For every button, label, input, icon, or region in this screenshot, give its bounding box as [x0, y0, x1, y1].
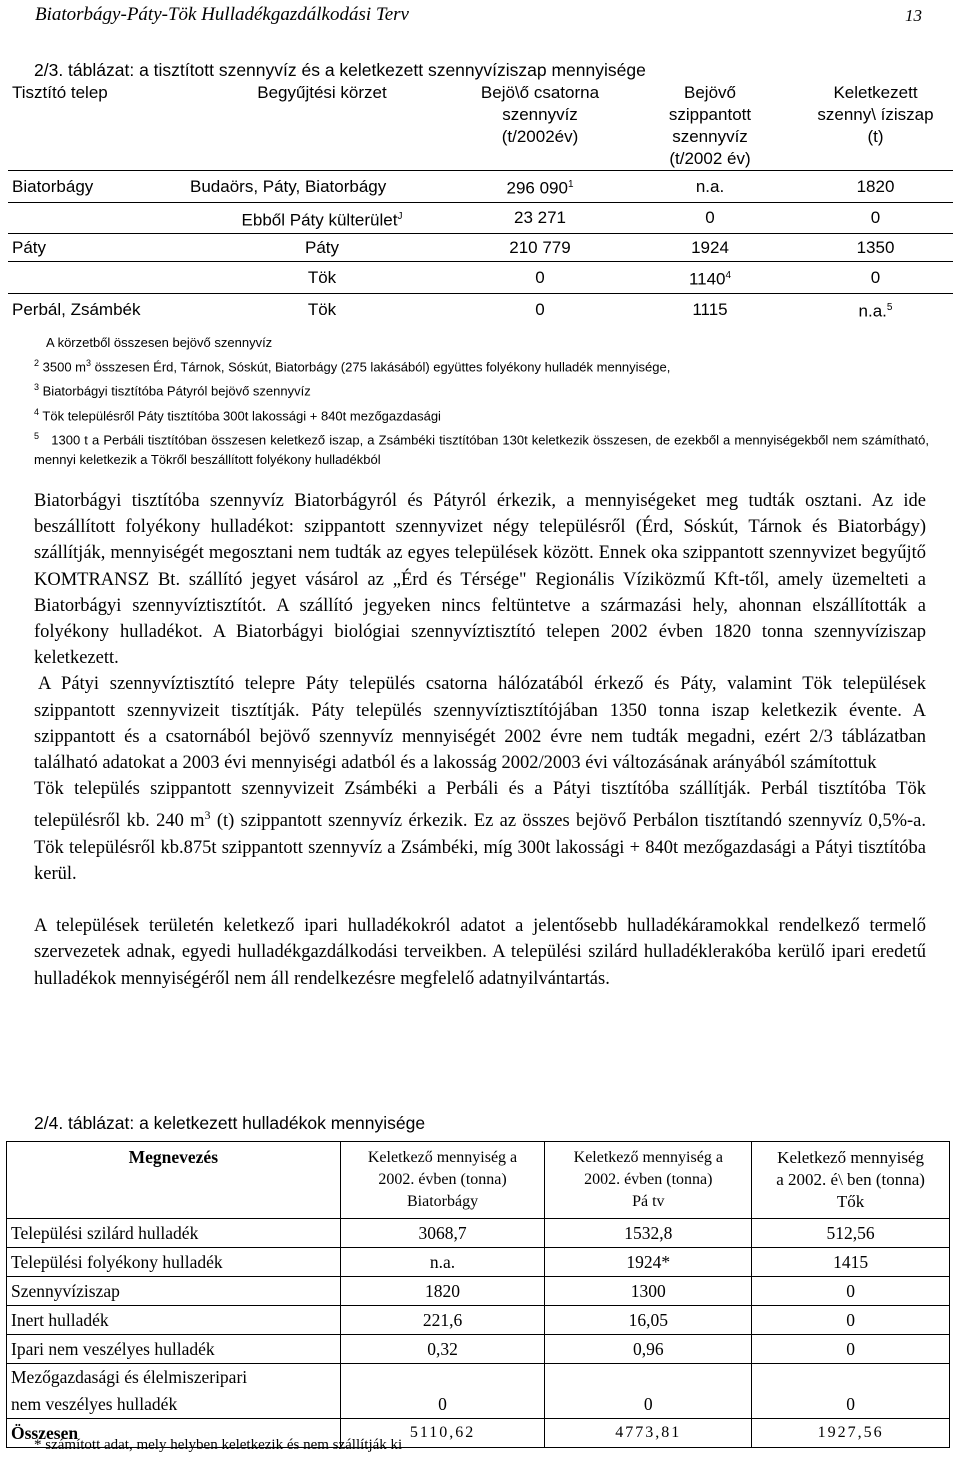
cell-plant	[8, 262, 186, 294]
cell-biatorbagy: n.a.	[340, 1248, 545, 1277]
waste-quantity-table	[6, 1141, 950, 1448]
cell-name: Ipari nem veszélyes hulladék	[7, 1335, 341, 1364]
cell-sewer: 23 271	[458, 202, 622, 234]
table-row	[8, 262, 953, 294]
cell-tok: 512,56	[752, 1219, 950, 1248]
table-row	[7, 1248, 950, 1277]
cell-biatorbagy: 0	[340, 1364, 545, 1419]
cell-sludge: n.a.$^5$	[798, 293, 953, 324]
cell-name: Települési folyékony hulladék	[7, 1248, 341, 1277]
page-number: 13	[905, 6, 922, 25]
cell-sludge: 0	[798, 262, 953, 294]
cell-tok: 0	[752, 1306, 950, 1335]
cell-biatorbagy: 1820	[340, 1277, 545, 1306]
cell-name: Mezőgazdasági és élelmiszeripari nem veszélyes hulladék	[7, 1364, 341, 1419]
footnote-3: $^3$ Biatorbágyi tisztítóba Pátyról bejövő szennyvíz	[34, 382, 311, 399]
cell-paty: 1300	[545, 1277, 752, 1306]
footnote-4: $^4$ Tök településről Páty tisztítóba 300t lakossági + 840t mezőgazdasági	[34, 406, 441, 423]
cell-total-tok: 1927,56	[752, 1419, 950, 1448]
cell-biatorbagy: 221,6	[340, 1306, 545, 1335]
body-text	[34, 488, 926, 992]
paragraph-paty: A Pátyi szennyvíztisztító telepre Páty település csatorna hálózatából érkező és Páty, valamint Tök települések szippantott szennyvizeit tisztítják. Páty település szennyvíztisztítójában 1350 tonna iszap keletkezik évente. A szippantott és a csatornából bejövő szennyvíz mennyiségét 2002 évre nem tudták megadni, ezért 2/3 táblázatban található adatokat a 2003 évi mennyiségi adatból és a lakosság 2002/2003 évi változásának arányából számítottuk	[34, 674, 926, 774]
cell-name: Települési szilárd hulladék	[7, 1219, 341, 1248]
col-header-plant: Tisztító telep	[12, 83, 108, 102]
table2-caption: 2/4. táblázat: a keletkezett hulladékok mennyisége	[34, 1113, 426, 1133]
cell-total-paty: 4773,81	[545, 1419, 752, 1448]
cell-paty: 1924*	[545, 1248, 752, 1277]
cell-sewer: 0	[458, 262, 622, 294]
cell-pumped: 1115	[622, 293, 798, 324]
cell-plant: Biatorbágy	[8, 171, 186, 203]
paragraph-biatorbagy: Biatorbágyi tisztítóba szennyvíz Biatorbágyról és Pátyról érkezik, a mennyiségeket meg tudták osztani. Az ide beszállított folyékony hulladékot: szippantott szennyvizet négy településről (Érd, Sóskút, Tárnok és Biatorbágy) szállítják, mennyiségét megosztani nem tudták az egyes települések között. Ennek oka szippantott szennyvizet begyűjtő KOMTRANSZ Bt. szállító jegyet vásárol az „Érd és Térsége" Regionális Víziközmű Kft-től, amely üzemelteti a Biatorbágyi szennyvíztisztítót. A szállító jegyeken nincs feltüntetve a származási hely, ahonnan elszállították a folyékony hulladékot. A Biatorbágyi biológiai szennyvíztisztító telepen 2002 évben 1820 tonna szennyvíziszap keletkezett.	[34, 491, 926, 669]
table1-footnotes	[34, 333, 929, 470]
paragraph-industrial: A települések területén keletkező ipari hulladékokról adatot a jelentősebb hulladékáramokkal rendelkező termelő szervezetek adnak, egyedi hulladékgazdálkodási terveikben. A települési szilárd hulladéklerakóba kerülő ipari eredetű hulladékok mennyiségéről nem áll rendelkezésre megfelelő adatnyilvántartás.	[34, 916, 926, 989]
cell-total-biatorbagy: 5110,62	[340, 1419, 545, 1448]
page-header-title: Biatorbágy-Páty-Tök Hulladékgazdálkodási Terv	[35, 4, 409, 25]
footnote-1: A körzetből összesen bejövő szennyvíz	[46, 335, 273, 350]
cell-plant: Páty	[8, 234, 186, 262]
table2-footnote: * számított adat, mely helyben keletkezik és nem szállítják ki	[34, 1437, 403, 1453]
footnote-2: $^2$ 3500 $m^3$ összesen Érd, Tárnok, Sóskút, Biatorbágy (275 lakásából) együttes folyékony hulladék mennyisége,	[34, 358, 671, 375]
cell-district: Páty	[186, 234, 458, 262]
cell-tok: 0	[752, 1364, 950, 1419]
cell-district: Tök	[186, 293, 458, 324]
cell-tok: 0	[752, 1335, 950, 1364]
col-header-name: Megnevezés	[7, 1142, 341, 1219]
table-row	[7, 1306, 950, 1335]
cell-sewer: 210 779	[458, 234, 622, 262]
cell-name: Inert hulladék	[7, 1306, 341, 1335]
col-header-paty: Keletkező mennyiség a 2002. évben (tonna) Pá tv	[545, 1142, 752, 1219]
col-header-pumped-inflow: Bejövő szippantott szennyvíz (t/2002 év)	[668, 83, 752, 168]
col-header-sewer-inflow: Bejö\ő csatorna szennyvíz (t/2002év)	[480, 83, 600, 146]
cell-sewer: 296 $090^1$	[458, 171, 622, 203]
table-row	[7, 1277, 950, 1306]
cell-paty: 1532,8	[545, 1219, 752, 1248]
cell-paty: 16,05	[545, 1306, 752, 1335]
cell-paty: 0	[545, 1364, 752, 1419]
cell-biatorbagy: 0,32	[340, 1335, 545, 1364]
cell-district: Tök	[186, 262, 458, 294]
cell-pumped: 1140$^4$	[622, 262, 798, 294]
cell-plant: Perbál, Zsámbék	[8, 293, 186, 324]
cell-pumped: 1924	[622, 234, 798, 262]
cell-tok: 0	[752, 1277, 950, 1306]
cell-total-label: Összesen	[7, 1419, 341, 1448]
wastewater-table	[8, 82, 953, 325]
cell-paty: 0,96	[545, 1335, 752, 1364]
col-header-biatorbagy: Keletkező mennyiség a 2002. évben (tonna) Biatorbágy	[340, 1142, 545, 1219]
table-row	[7, 1364, 950, 1419]
cell-sludge: 1820	[798, 171, 953, 203]
cell-pumped: 0	[622, 202, 798, 234]
col-header-tok: Keletkező mennyiség a 2002. é\ ben (tonna) Tők	[752, 1142, 950, 1219]
paragraph-tok: Tök település szippantott szennyvizeit Zsámbéki a Perbáli és a Pátyi tisztítóba szállítják. Perbál tisztítóba Tök településről kb. 240 $m^3$ (t) szippantott szennyvíz érkezik. Ez az összes bejövő Perbálon tisztítandó szennyvíz 0,5%-a. Tök településről kb.875t szippantott szennyvíz a Zsámbéki, míg 300t lakossági + 840t mezőgazdasági a Pátyi tisztítóba kerül.	[34, 779, 926, 884]
table-row	[8, 234, 953, 262]
table-row	[8, 202, 953, 234]
cell-sludge: 0	[798, 202, 953, 234]
footnote-5: $^5$ 1300 t a Perbáli tisztítóban összesen keletkező iszap, a Zsámbéki tisztítóban 130t keletkezik összesen, de ezekből a mennyiségekből nem számítható, mennyi keletkezik a Tökről beszállított folyékony hulladékból	[34, 430, 929, 468]
col-header-sludge: Keletkezett szenny\ íziszap (t)	[817, 83, 934, 146]
table-row	[7, 1335, 950, 1364]
cell-pumped: n.a.	[622, 171, 798, 203]
cell-tok: 1415	[752, 1248, 950, 1277]
table-row	[8, 171, 953, 203]
table2-header-row	[7, 1142, 950, 1219]
cell-sewer: 0	[458, 293, 622, 324]
table-row	[7, 1219, 950, 1248]
cell-biatorbagy: 3068,7	[340, 1219, 545, 1248]
col-header-district: Begyűjtési körzet	[257, 83, 387, 102]
cell-name: Szennyvíziszap	[7, 1277, 341, 1306]
cell-sludge: 1350	[798, 234, 953, 262]
cell-district: Ebből Páty külterület$^J$	[186, 202, 458, 234]
table1-header-row	[8, 82, 953, 171]
cell-plant	[8, 202, 186, 234]
table-row	[8, 293, 953, 324]
cell-district: Budaörs, Páty, Biatorbágy	[186, 171, 458, 203]
table1-caption: 2/3. táblázat: a tisztított szennyvíz és a keletkezett szennyvíziszap mennyisége	[34, 60, 646, 80]
